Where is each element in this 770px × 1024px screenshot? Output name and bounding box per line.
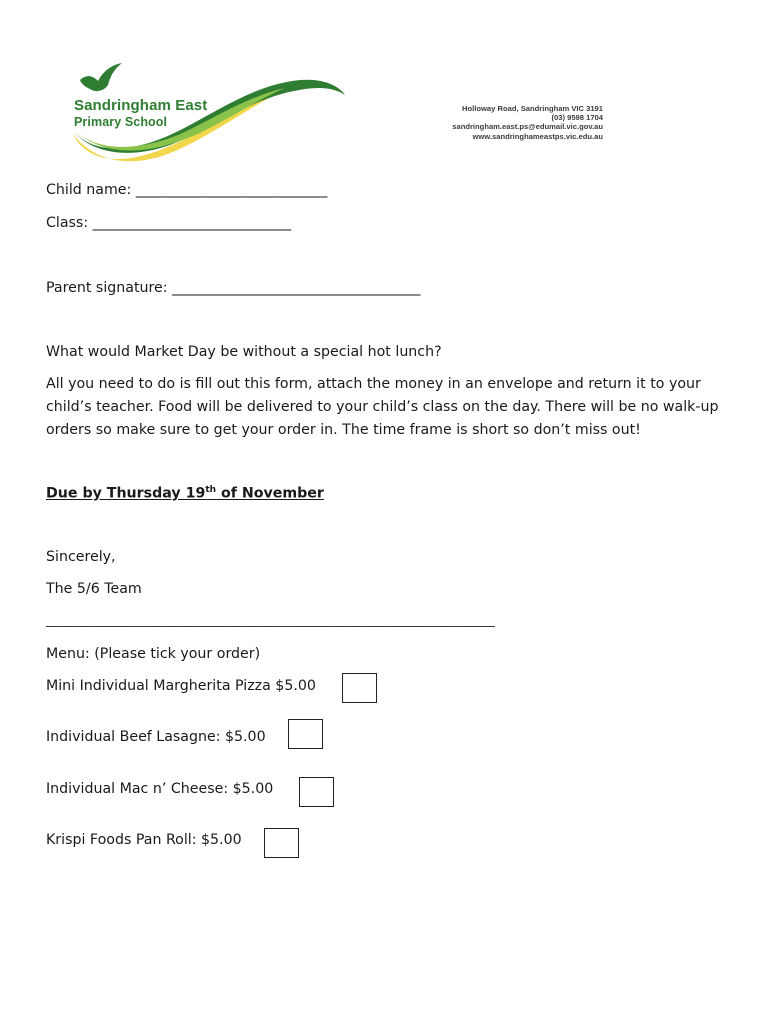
divider-line: _________________________________________________________________________ — [46, 613, 495, 627]
address-line: Holloway Road, Sandringham VIC 3191 — [462, 104, 603, 113]
class-field[interactable]: Class: ____________________________ — [46, 215, 292, 231]
menu-heading: Menu: (Please tick your order) — [46, 646, 261, 662]
menu-item-pan-roll-checkbox[interactable] — [264, 828, 299, 858]
due-suffix: of November — [216, 485, 324, 502]
menu-item-pizza-label: Mini Individual Margherita Pizza $5.00 — [46, 678, 316, 694]
menu-item-mac-cheese-label: Individual Mac n’ Cheese: $5.00 — [46, 781, 274, 797]
menu-item-lasagne-label: Individual Beef Lasagne: $5.00 — [46, 729, 266, 745]
parent-signature-field[interactable]: Parent signature: ___________________________________ — [46, 280, 421, 296]
menu-item-pan-roll-label: Krispi Foods Pan Roll: $5.00 — [46, 832, 242, 848]
school-name — [74, 98, 207, 130]
menu-item-mac-cheese-checkbox[interactable] — [299, 777, 334, 807]
signature-team: The 5/6 Team — [46, 581, 142, 597]
sign-off: Sincerely, — [46, 549, 116, 565]
menu-item-lasagne-checkbox[interactable] — [288, 719, 323, 749]
instructions-paragraph: All you need to do is fill out this form, attach the money in an envelope and return it to your child’s teacher. Food will be delivered to your child’s class on the day. There will be no walk-up orders so make sure to get your order in. The time frame is short so don’t miss out! — [46, 376, 719, 438]
email-line: sandringham.east.ps@edumail.vic.gov.au — [452, 122, 603, 132]
logo-bird-icon — [80, 63, 122, 91]
menu-item-pizza-checkbox[interactable] — [342, 673, 377, 703]
school-contact — [403, 104, 603, 141]
due-ordinal: th — [205, 485, 217, 495]
due-prefix: Due by Thursday 19 — [46, 485, 206, 502]
website-line: www.sandringhameastps.vic.edu.au — [472, 131, 603, 141]
due-date — [46, 485, 324, 502]
intro-question: What would Market Day be without a special hot lunch? — [46, 344, 442, 360]
child-name-field[interactable]: Child name: ___________________________ — [46, 182, 328, 198]
school-name-sub: Primary School — [74, 115, 168, 129]
school-name-main: Sandringham East — [74, 97, 208, 114]
phone-line: (03) 9598 1704 — [551, 113, 603, 123]
